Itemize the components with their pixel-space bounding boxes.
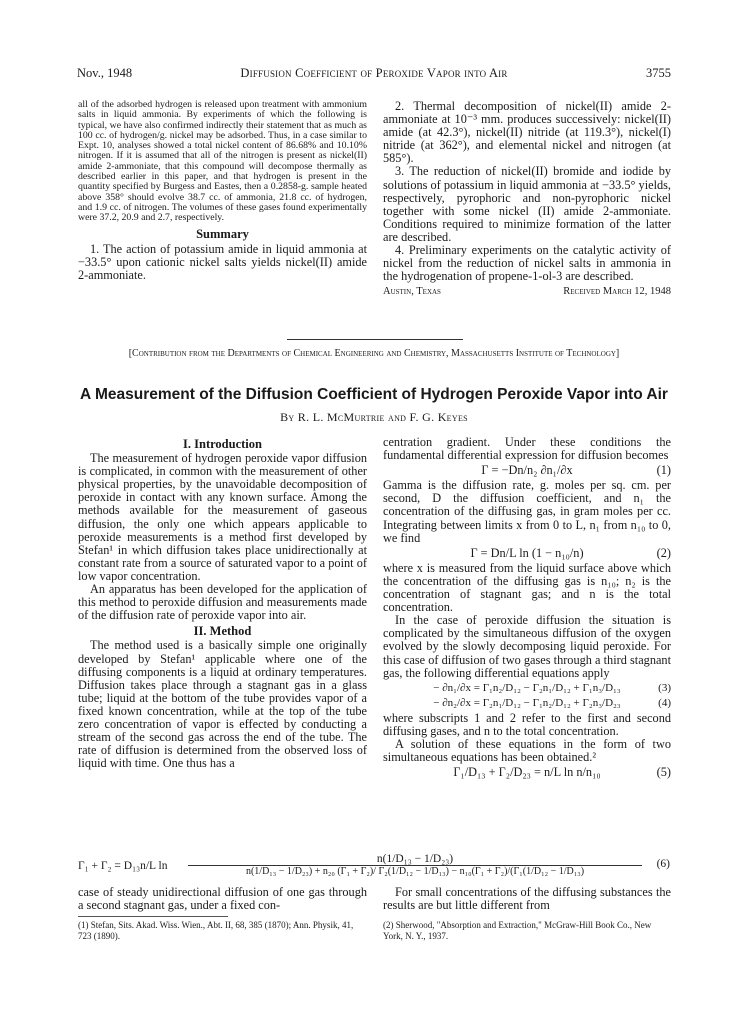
intro-paragraph-2: An apparatus has been developed for the application of this method to peroxide diffusion and measurements made of the diffusion rate of peroxide vapor into air. [78,582,367,623]
article-right-column [383,436,671,781]
text-paragraph: where subscripts 1 and 2 refer to the first and second diffusing gases, and n to the total concentration. [383,710,671,738]
text-paragraph: Gamma is the diffusion rate, g. moles per sq. cm. per second, D the diffusion coefficient, and n₁ the concentration of the diffusing gas, in gram moles per cc. Integrating between limits x from 0 to L, n₁ from n₁₀ to 0, we find [383,478,671,545]
equation-body: Γ = −Dn/n₂ ∂n₁/∂x [481,463,573,478]
equation-number: (5) [656,765,671,780]
equation-fraction [188,853,642,877]
fraction-numerator: n(1/D₁₃ − 1/D₂₃) [376,853,454,865]
page-number: 3755 [646,66,671,80]
summary-item-3: 3. The reduction of nickel(II) bromide and iodide by solutions of potassium in liquid ammonia at −33.5° yields, respectively, pyrophoric and non-pyrophoric nickel together with some nickel (II) amide 2-ammoniate. Conditions required to minimize formation of the latter are described. [383,164,671,244]
text-paragraph: centration gradient. Under these conditions the fundamental differential expression for diffusion becomes [383,435,671,463]
contribution-line: [Contribution from the Departments of Chemical Engineering and Chemistry, Massachusetts Institute of Technology] [128,348,620,359]
received-date: Received March 12, 1948 [563,286,671,298]
method-heading: II. Method [193,624,252,639]
header-title: Diffusion Coefficient of Peroxide Vapor into Air [240,66,508,80]
summary-heading: Summary [196,226,249,241]
footnote-2: (2) Sherwood, "Absorption and Extraction," McGraw-Hill Book Co., New York, N. Y., 1937. [383,920,652,941]
prev-paragraph: all of the adsorbed hydrogen is released upon treatment with ammonium salts in liquid ammonia. By experiments of which the following is typical, we have also confirmed indirectly their statement that as much as 100 cc. of hydrogen/g. nickel may be adsorbed. Thus, in a case similar to Expt. 10, analyses showed a total nickel content of 86.68% and 10.10% nitrogen. If it is assumed that all of the nitrogen is present as nickel(II) amide 2-ammoniate, that this compound will decompose thermally as described earlier in this paper, and that hydrogen is present in the quantity specified by Burgess and Eastes, then a 0.2858-g. sample heated above 358° should evolve 38.7 cc. of ammonia, 21.8 cc. of hydrogen, and 1.9 cc. of nitrogen. The volumes of these gases found experimentally were 37.2, 20.9 and 2.7, respectively. [78,99,367,224]
intro-paragraph-1: The measurement of hydrogen peroxide vapor diffusion is complicated, in common with the measurement of other physical properties, by the unavoidable decomposition of peroxide in contact with any known surface. Among the methods available for the measurement of gaseous diffusion, the only one which appears applicable to peroxide measurements is a method first developed by Stefan¹ in which diffusion takes place unidirectionally at constant rate from a source of saturated vapor to a point of low vapor concentration. [78,451,367,583]
text-paragraph: In the case of peroxide diffusion the situation is complicated by the simultaneous diffusion of the oxygen evolved by the slowly decomposing liquid peroxide. For this case of diffusion of two gases through a third stagnant gas, the following differential equations apply [383,613,671,680]
equation-6 [78,853,670,879]
running-header [77,66,671,82]
equation-body: Γ₁/D₁₃ + Γ₂/D₂₃ = n/L ln n/n₁₀ [453,765,601,780]
equation-number: (2) [656,545,671,560]
equation-lhs: Γ₁ + Γ₂ = D₁₃n/L ln [78,860,168,872]
equation-1 [383,464,671,477]
article-title: A Measurement of the Diffusion Coefficient of Hydrogen Peroxide Vapor into Air [80,386,668,403]
equation-5 [383,766,671,779]
text-paragraph: case of steady unidirectional diffusion of one gas through a second stagnant gas, under a fixed con- [78,885,367,913]
article-left-column [78,436,367,770]
bottom-left-text [78,886,367,912]
text-paragraph: For small concentrations of the diffusing substances the results are but little different from [383,885,671,913]
intro-heading: I. Introduction [183,437,262,451]
equation-body: − ∂n₂/∂x = Γ₂n₁/D₁₂ − Γ₁n₂/D₁₂ + Γ₂n₃/D₂₃ [433,696,621,709]
equation-2 [383,547,671,560]
text-paragraph: A solution of these equations in the form of two simultaneous equations has been obtained.² [383,737,671,765]
equation-number: (3) [658,681,671,694]
text-paragraph: where x is measured from the liquid surface above which the concentration of the diffusing gas is n₁₀; n₂ is the concentration of stagnant gas; and n is the total concentration. [383,560,671,615]
prev-article-right-column [383,100,671,299]
summary-item-4: 4. Preliminary experiments on the catalytic activity of nickel from the reduction of nickel salts in ammonia in the hydrogenation of propene-1-ol-3 are described. [383,243,671,284]
footnote-rule [78,916,228,917]
equation-number: (6) [656,858,670,870]
fraction-denominator: n(1/D₁₃ − 1/D₂₃) + n₂₀ (Γ₁ + Γ₂)/ Γ₂(1/D₁₂ − 1/D₁₃) − n₁₀(Γ₁ + Γ₂)/(Γ₁(1/D₁₂ − 1/D₁₃) [188,865,642,877]
author-location: Austin, Texas [383,286,441,298]
equation-body: − ∂n₁/∂x = Γ₁n₂/D₁₂ − Γ₂n₁/D₁₂ + Γ₁n₃/D₁₃ [433,681,621,694]
header-date: Nov., 1948 [77,66,133,80]
equation-number: (4) [658,696,671,709]
equation-4 [383,697,671,710]
footnote-1: (1) Stefan, Sits. Akad. Wiss. Wien., Abt. II, 68, 385 (1870); Ann. Physik, 41, 723 (1890). [78,920,354,941]
equation-3 [383,682,671,695]
article-divider [287,339,463,340]
summary-item-1: 1. The action of potassium amide in liquid ammonia at −33.5° upon cationic nickel salts yields nickel(II) amide 2-ammoniate. [78,241,367,282]
method-paragraph: The method used is a basically simple one originally developed by Stefan¹ applicable where one of the diffusing components is a liquid at ordinary temperatures. Diffusion takes place through a stagnant gas in a glass tube; liquid at the bottom of the tube provides vapor of a fixed known concentration, while at the top of the tube zero concentration of vapor is effected by conducting a stream of the second gas across the end of the tube. The rate of diffusion is determined from the observed loss of liquid with time. One thus has a [78,638,367,771]
signature-line [383,286,671,299]
prev-article-left-column [78,100,367,282]
summary-item-2: 2. Thermal decomposition of nickel(II) amide 2-ammoniate at 10⁻³ mm. produces successively: nickel(II) amide (at 42.3°), nickel(II) nitride (at 119.3°), nickel(I) nitride (at 362°), and elemental nickel and nitrogen (at 585°). [383,99,671,166]
equation-body: Γ = Dn/L ln (1 − n₁₀/n) [470,545,584,560]
equation-number: (1) [656,463,671,478]
article-authors: By R. L. McMurtrie and F. G. Keyes [280,410,468,424]
bottom-right-text [383,886,671,912]
